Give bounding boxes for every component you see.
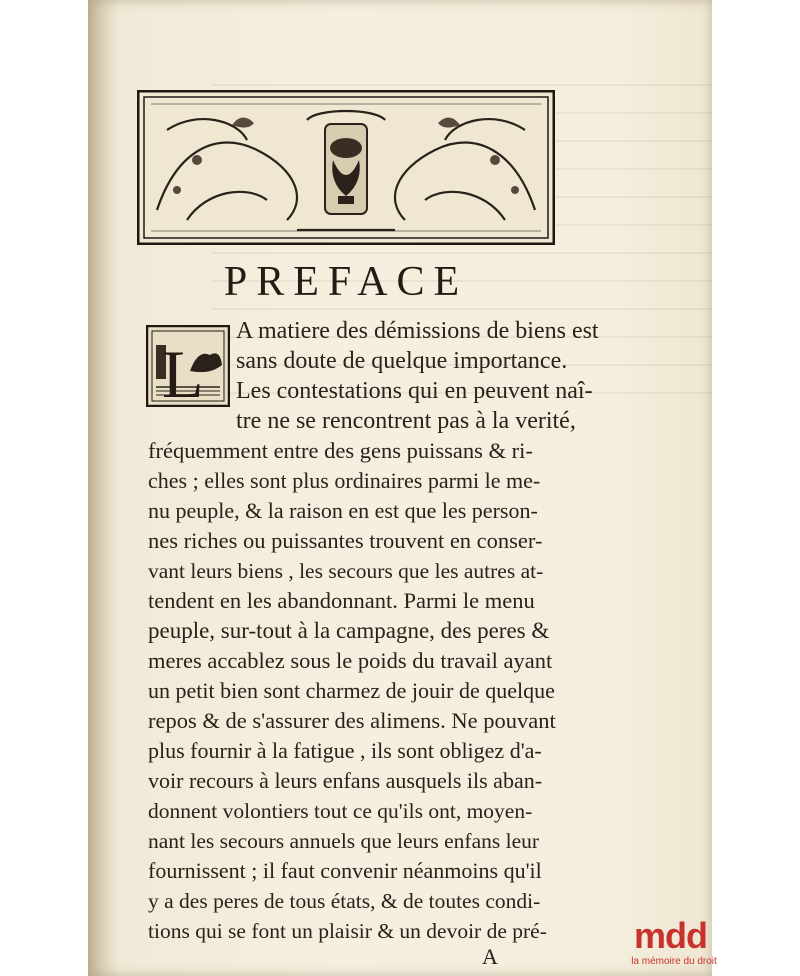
urn-icon bbox=[325, 124, 367, 214]
text-line: donnent volontiers tout ce qu'ils ont, moyen- bbox=[148, 799, 533, 823]
text-line: meres accablez sous le poids du travail ayant bbox=[148, 648, 553, 673]
text-line: y a des peres de tous états, & de toutes condi- bbox=[148, 889, 541, 913]
svg-text:L: L bbox=[162, 336, 204, 407]
text-line: un petit bien sont charmez de jouir de quelque bbox=[148, 678, 555, 703]
watermark-logo bbox=[626, 915, 722, 972]
text-line: voir recours à leurs enfans ausquels ils aban- bbox=[148, 768, 543, 793]
text-line: plus fournir à la fatigue , ils sont obligez d'a- bbox=[148, 738, 542, 763]
text-line: Les contestations qui en peuvent naî- bbox=[236, 378, 593, 404]
text-line: repos & de s'assurer des alimens. Ne pouvant bbox=[148, 708, 556, 733]
text-line: sans doute de quelque importance. bbox=[236, 348, 568, 374]
text-line: fournissent ; il faut convenir néanmoins qu'il bbox=[148, 858, 542, 883]
text-line: vant leurs biens , les secours que les autres at- bbox=[148, 559, 544, 583]
signature-mark: A bbox=[482, 944, 498, 969]
text-line: nant les secours annuels que leurs enfans leur bbox=[148, 829, 540, 853]
text-line: tions qui se font un plaisir & un devoir de pré- bbox=[148, 919, 547, 943]
text-line: peuple, sur-tout à la campagne, des peres & bbox=[148, 618, 550, 643]
page-title: PREFACE bbox=[223, 259, 469, 305]
text-line: tre ne se rencontrent pas à la verité, bbox=[236, 408, 576, 434]
text-line: nu peuple, & la raison en est que les person- bbox=[148, 498, 538, 523]
watermark-tagline: la mémoire du droit bbox=[631, 956, 717, 967]
text-line: A matiere des démissions de biens est bbox=[236, 318, 599, 344]
text-line: nes riches ou puissantes trouvent en conser- bbox=[148, 528, 543, 553]
watermark-logo-text: mdd bbox=[634, 915, 707, 956]
ornamental-headpiece bbox=[137, 90, 555, 245]
decorated-initial-icon bbox=[146, 325, 230, 407]
page-gutter-shadow bbox=[88, 0, 118, 976]
text-line: ches ; elles sont plus ordinaires parmi le me- bbox=[148, 468, 541, 493]
text-line: tendent en les abandonnant. Parmi le menu bbox=[148, 588, 535, 613]
text-line: fréquemment entre des gens puissans & ri- bbox=[148, 438, 533, 463]
